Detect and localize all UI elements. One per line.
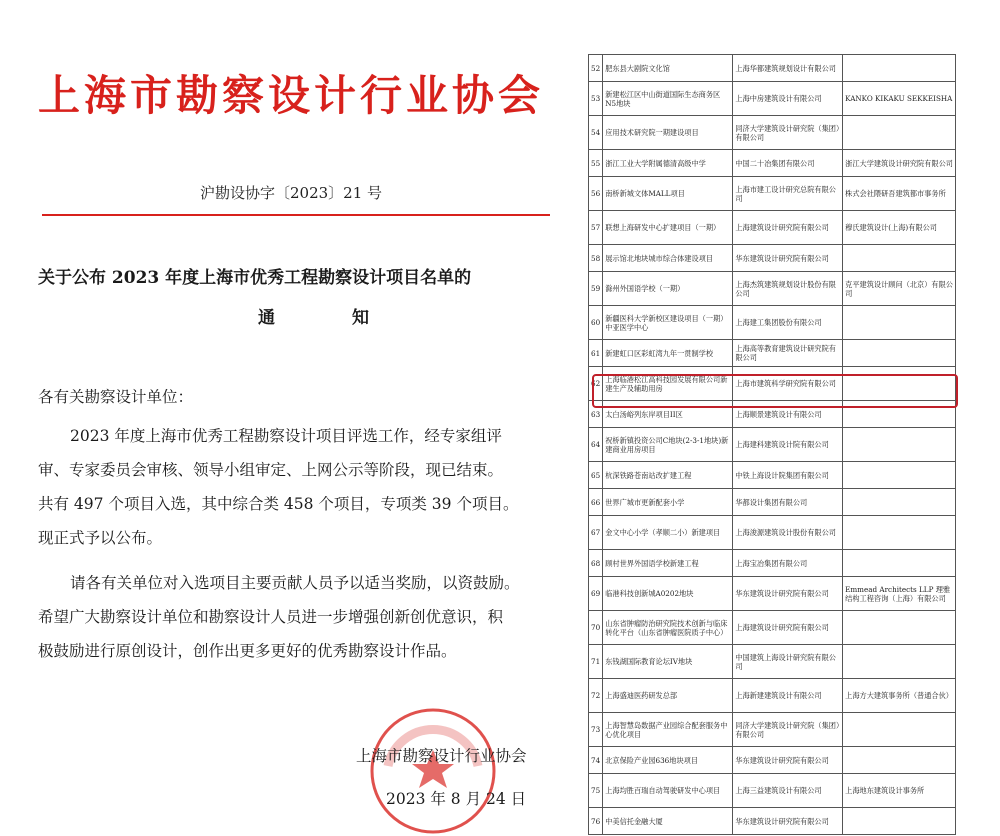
project-name-cell: 南桥新城文体MALL项目 <box>603 177 733 211</box>
design-org-cell: 中铁上海设计院集团有限公司 <box>733 462 843 489</box>
co-design-org-cell <box>843 116 956 150</box>
project-name-cell: 应用技术研究院一期建设项目 <box>603 116 733 150</box>
co-design-org-cell <box>843 747 956 774</box>
row-number: 73 <box>589 713 603 747</box>
table-row <box>589 272 956 306</box>
paragraph1-line: 2023 年度上海市优秀工程勘察设计项目评选工作，经专家组评 <box>70 427 502 445</box>
co-design-org-cell: KANKO KIKAKU SEKKEISHA <box>843 82 956 116</box>
table-row <box>589 211 956 245</box>
co-design-org-cell <box>843 462 956 489</box>
paragraph1-line: 现正式予以公布。 <box>38 529 163 547</box>
project-name-cell: 北京保险产业园636地块项目 <box>603 747 733 774</box>
co-design-org-cell <box>843 245 956 272</box>
notice-title-line1: 关于公布 2023 年度上海市优秀工程勘察设计项目名单的 <box>38 268 472 288</box>
notice-title-line2: 通 知 <box>258 308 399 328</box>
row-number: 55 <box>589 150 603 177</box>
project-name-cell: 中美信托金融大厦 <box>603 808 733 835</box>
project-name-cell: 太白汤峪列东岸项目II区 <box>603 401 733 428</box>
table-row <box>589 462 956 489</box>
row-number: 52 <box>589 55 603 82</box>
row-number: 65 <box>589 462 603 489</box>
table-row <box>589 679 956 713</box>
row-number: 69 <box>589 577 603 611</box>
row-number: 57 <box>589 211 603 245</box>
table-row <box>589 245 956 272</box>
co-design-org-cell: Emmead Architects LLP 理雅结构工程咨询（上海）有限公司 <box>843 577 956 611</box>
co-design-org-cell: 上海地东建筑设计事务所 <box>843 774 956 808</box>
paragraph2-line: 极鼓励进行原创设计，创作出更多更好的优秀勘察设计作品。 <box>38 642 457 660</box>
row-number: 68 <box>589 550 603 577</box>
project-name-cell: 肥东县大剧院文化馆 <box>603 55 733 82</box>
design-org-cell: 上海中房建筑设计有限公司 <box>733 82 843 116</box>
co-design-org-cell <box>843 611 956 645</box>
row-number: 74 <box>589 747 603 774</box>
paragraph1-line: 共有 497 个项目入选，其中综合类 458 个项目，专项类 39 个项目。 <box>38 495 519 513</box>
project-name-cell: 顾村世界外国语学校新建工程 <box>603 550 733 577</box>
table-row <box>589 747 956 774</box>
co-design-org-cell: 穆氏建筑设计(上海)有限公司 <box>843 211 956 245</box>
row-number: 62 <box>589 367 603 401</box>
design-org-cell: 上海三益建筑设计有限公司 <box>733 774 843 808</box>
row-number: 70 <box>589 611 603 645</box>
design-org-cell: 上海新建建筑设计有限公司 <box>733 679 843 713</box>
row-number: 56 <box>589 177 603 211</box>
table-row <box>589 340 956 367</box>
co-design-org-cell <box>843 645 956 679</box>
table-row <box>589 713 956 747</box>
design-org-cell: 上海市建筑科学研究院有限公司 <box>733 367 843 401</box>
design-org-cell: 上海市建工设计研究总院有限公司 <box>733 177 843 211</box>
project-name-cell: 上海临港松江高科技园发展有限公司新建生产及辅助用房 <box>603 367 733 401</box>
co-design-org-cell <box>843 550 956 577</box>
co-design-org-cell <box>843 428 956 462</box>
project-name-cell: 金文中心小学（孝顺二小）新建项目 <box>603 516 733 550</box>
row-number: 76 <box>589 808 603 835</box>
paragraph2-line: 希望广大勘察设计单位和勘察设计人员进一步增强创新创优意识，积 <box>38 608 504 626</box>
row-highlight-box <box>592 374 958 408</box>
project-name-cell: 祝桥新镇投资公司C地块(2-3-1地块)新建商业用房项目 <box>603 428 733 462</box>
co-design-org-cell <box>843 306 956 340</box>
design-org-cell: 上海宝冶集团有限公司 <box>733 550 843 577</box>
co-design-org-cell <box>843 516 956 550</box>
table-row <box>589 808 956 835</box>
row-number: 59 <box>589 272 603 306</box>
row-number: 71 <box>589 645 603 679</box>
official-seal-icon <box>368 706 498 836</box>
row-number: 60 <box>589 306 603 340</box>
project-name-cell: 展示馆北地块城市综合体建设项目 <box>603 245 733 272</box>
paragraph1-line: 审、专家委员会审核、领导小组审定、上网公示等阶段，现已结束。 <box>38 461 504 479</box>
row-number: 64 <box>589 428 603 462</box>
row-number: 53 <box>589 82 603 116</box>
row-number: 61 <box>589 340 603 367</box>
design-org-cell: 华都设计集团有限公司 <box>733 489 843 516</box>
design-org-cell: 同济大学建筑设计研究院（集团）有限公司 <box>733 116 843 150</box>
row-number: 75 <box>589 774 603 808</box>
row-number: 58 <box>589 245 603 272</box>
design-org-cell: 中国建筑上海设计研究院有限公司 <box>733 645 843 679</box>
project-name-cell: 上海均胜百瑞自动驾驶研发中心项目 <box>603 774 733 808</box>
table-row <box>589 774 956 808</box>
project-name-cell: 杭深铁路苍南站改扩建工程 <box>603 462 733 489</box>
design-org-cell: 上海杰筑建筑规划设计股份有限公司 <box>733 272 843 306</box>
co-design-org-cell <box>843 340 956 367</box>
design-org-cell: 上海建科建筑设计院有限公司 <box>733 428 843 462</box>
table-row <box>589 645 956 679</box>
co-design-org-cell <box>843 808 956 835</box>
design-org-cell: 上海建筑设计研究院有限公司 <box>733 211 843 245</box>
design-org-cell: 上海浚源建筑设计股份有限公司 <box>733 516 843 550</box>
table-row <box>589 428 956 462</box>
row-number: 54 <box>589 116 603 150</box>
table-row <box>589 116 956 150</box>
co-design-org-cell <box>843 489 956 516</box>
project-name-cell: 联想上海研发中心扩建项目（一期） <box>603 211 733 245</box>
org-title: 上海市勘察设计行业协会 <box>38 71 545 120</box>
co-design-org-cell: 克平建筑设计顾问（北京）有限公司 <box>843 272 956 306</box>
table-row <box>589 550 956 577</box>
project-name-cell: 上海盛迪医药研发总部 <box>603 679 733 713</box>
project-name-cell: 东钱湖国际教育论坛IV地块 <box>603 645 733 679</box>
red-divider <box>42 214 550 216</box>
table-row <box>589 577 956 611</box>
row-number: 72 <box>589 679 603 713</box>
project-name-cell: 山东省肿瘤防治研究院技术创新与临床转化平台（山东省肿瘤医院质子中心） <box>603 611 733 645</box>
project-list-panel <box>588 54 960 826</box>
table-row <box>589 82 956 116</box>
design-org-cell: 上海高等教育建筑设计研究院有限公司 <box>733 340 843 367</box>
project-name-cell: 临港科技创新城A0202地块 <box>603 577 733 611</box>
project-name-cell: 新建松江区中山街道国际生态商务区N5地块 <box>603 82 733 116</box>
design-org-cell: 中国二十冶集团有限公司 <box>733 150 843 177</box>
design-org-cell: 同济大学建筑设计研究院（集团）有限公司 <box>733 713 843 747</box>
co-design-org-cell <box>843 713 956 747</box>
document-number: 沪勘设协字〔2023〕21 号 <box>200 184 383 202</box>
project-name-cell: 浙江工业大学附属德清高级中学 <box>603 150 733 177</box>
table-row <box>589 55 956 82</box>
table-row <box>589 611 956 645</box>
design-org-cell: 上海建筑设计研究院有限公司 <box>733 611 843 645</box>
table-row <box>589 489 956 516</box>
design-org-cell: 上海顺景建筑设计有限公司 <box>733 401 843 428</box>
signature-date: 2023 年 8 月 24 日 <box>386 790 527 808</box>
table-row <box>589 516 956 550</box>
project-name-cell: 新疆医科大学新校区建设项目（一期）中亚医学中心 <box>603 306 733 340</box>
design-org-cell: 上海建工集团股份有限公司 <box>733 306 843 340</box>
salutation: 各有关勘察设计单位： <box>38 388 194 406</box>
design-org-cell: 华东建筑设计研究院有限公司 <box>733 808 843 835</box>
design-org-cell: 华东建筑设计研究院有限公司 <box>733 577 843 611</box>
table-row <box>589 150 956 177</box>
project-name-cell: 世界广城市更新配套小学 <box>603 489 733 516</box>
project-name-cell: 滁州外国语学校（一期） <box>603 272 733 306</box>
design-org-cell: 华东建筑设计研究院有限公司 <box>733 747 843 774</box>
table-row <box>589 177 956 211</box>
paragraph2-line: 请各有关单位对入选项目主要贡献人员予以适当奖励，以资鼓励。 <box>70 574 520 592</box>
project-name-cell: 上海智慧岛数据产业园综合配套服务中心优化项目 <box>603 713 733 747</box>
project-name-cell: 新建虹口区彩虹湾九年一贯制学校 <box>603 340 733 367</box>
co-design-org-cell <box>843 55 956 82</box>
project-table <box>588 54 956 835</box>
design-org-cell: 上海华都建筑规划设计有限公司 <box>733 55 843 82</box>
signature-org: 上海市勘察设计行业协会 <box>356 747 527 765</box>
row-number: 67 <box>589 516 603 550</box>
co-design-org-cell: 株式会社隈研吾建筑都市事务所 <box>843 177 956 211</box>
co-design-org-cell: 上海方大建筑事务所（普通合伙） <box>843 679 956 713</box>
row-number: 63 <box>589 401 603 428</box>
row-number: 66 <box>589 489 603 516</box>
design-org-cell: 华东建筑设计研究院有限公司 <box>733 245 843 272</box>
table-row <box>589 306 956 340</box>
co-design-org-cell: 浙江大学建筑设计研究院有限公司 <box>843 150 956 177</box>
